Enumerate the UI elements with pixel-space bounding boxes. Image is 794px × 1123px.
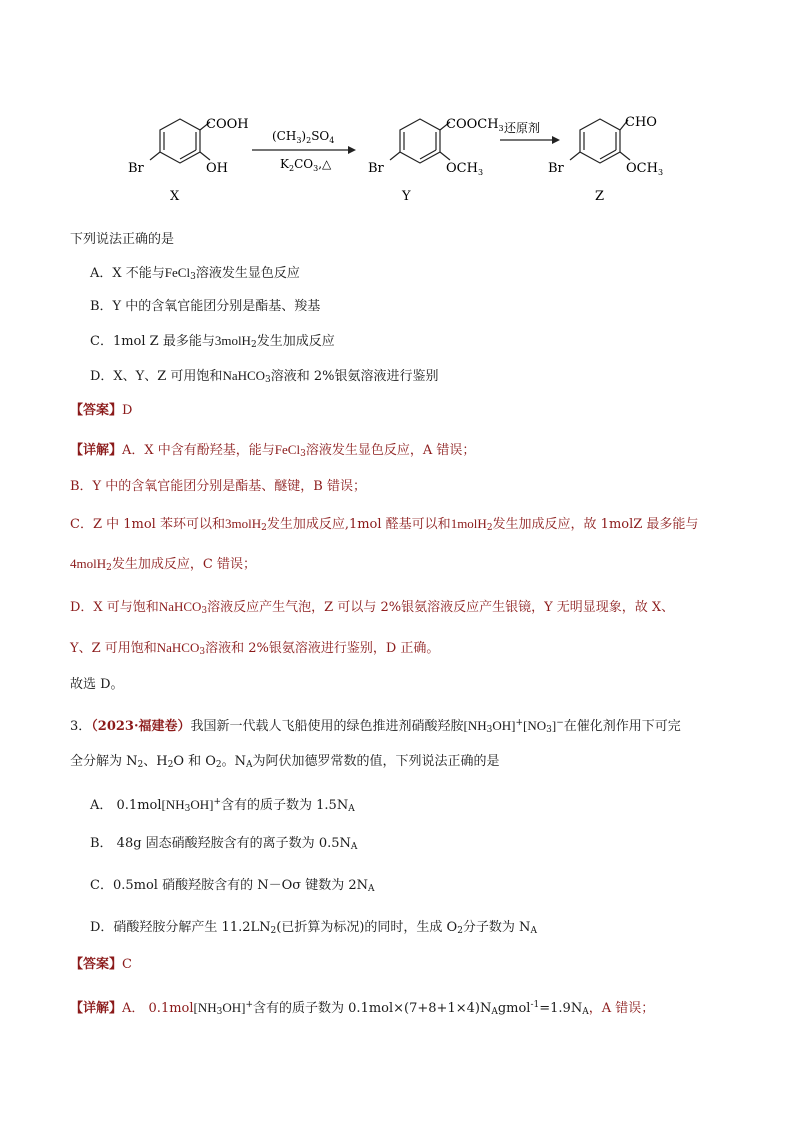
reagent-1-bottom: $K_2CO_3,\triangle$ xyxy=(280,157,332,173)
q3-option-b: B． 48g 固态硝酸羟胺含有的离子数为 $0.5N_A$ xyxy=(90,836,358,852)
ring-x xyxy=(160,119,200,163)
y-br: Br xyxy=(368,161,384,176)
q2-stem: 下列说法正确的是 xyxy=(70,232,175,247)
y-och3: $OCH_3$ xyxy=(446,161,484,177)
q2-detail-d1: D．X 可与饱和NaHCO$_3$溶液反应产生气泡，Z 可以与 2%银氨溶液反应产生银镜，Y 无明显现象，故 X、 xyxy=(70,599,675,616)
reagent-2: 还原剂 xyxy=(504,121,541,135)
x-br: Br xyxy=(128,161,144,176)
x-cooh: COOH xyxy=(206,117,249,132)
arrow-1-head xyxy=(348,146,356,154)
y-cooch3: $COOCH_3$ xyxy=(446,117,504,133)
q2-answer: 【答案】D xyxy=(70,403,133,418)
q2-option-a: A．X 不能与FeCl$_3$溶液发生显色反应 xyxy=(90,265,300,282)
molecule-x xyxy=(150,119,210,163)
x-oh: OH xyxy=(206,161,228,176)
q2-detail-b: B．Y 中的含氧官能团分别是酯基、醚键，B 错误； xyxy=(70,479,366,494)
reagent-1-top: $(CH_3)_2SO_4$ xyxy=(272,129,335,145)
q3-option-a: A． $0.1mol[NH_3OH]^+$含有的质子数为 $1.5N_A$ xyxy=(90,797,355,814)
label-y: Y xyxy=(402,189,411,204)
q3-option-d: D．硝酸羟胺分解产生 $11.2LN_2$(已折算为标况)的同时，生成 $O_2$分子数为 $N_A$ xyxy=(90,920,537,936)
q2-detail-d2: Y、Z 可用饱和NaHCO$_3$溶液和 2%银氨溶液进行鉴别，D 正确。 xyxy=(70,640,440,657)
molecule-z xyxy=(570,119,630,163)
q2-option-c: C．1mol Z 最多能与3molH$_2$发生加成反应 xyxy=(90,333,335,350)
reaction-scheme xyxy=(100,100,700,215)
q3-detail-a: 【详解】A． $0.1mol[NH_3OH]^+$含有的质子数为 $0.1mol\times(7+8+1\times 4)N_Agmol^{-1}=1.9N_A$，A 错误； xyxy=(70,1000,655,1017)
arrow-2-head xyxy=(552,136,560,144)
label-z: Z xyxy=(595,189,605,204)
q2-conclusion: 故选 D。 xyxy=(70,677,124,692)
q3-option-c: C．0.5mol 硝酸羟胺含有的 N－Oσ 键数为 $2N_A$ xyxy=(90,878,375,894)
q2-detail-c2: 4molH$_2$发生加成反应，C 错误； xyxy=(70,556,256,573)
z-cho: CHO xyxy=(625,115,657,130)
q2-option-d: D．X、Y、Z 可用饱和NaHCO$_3$溶液和 2%银氨溶液进行鉴别 xyxy=(90,368,439,385)
q3-stem-1: 3．（2023·福建卷）我国新一代载人飞船使用的绿色推进剂硝酸羟胺$[NH_3OH]^+[NO_3]^-$在催化剂作用下可完 xyxy=(70,718,681,735)
molecule-y xyxy=(390,119,450,163)
reaction-scheme-svg xyxy=(100,100,700,215)
label-x: X xyxy=(170,189,180,204)
q2-detail-a: 【详解】A．X 中含有酚羟基，能与FeCl$_3$溶液发生显色反应，A 错误； xyxy=(70,442,476,459)
q3-stem-2: 全分解为 $N_2$、$H_2O$ 和 $O_2$。$N_A$为阿伏加德罗常数的值，下列说法正确的是 xyxy=(70,754,500,770)
z-br: Br xyxy=(548,161,564,176)
q3-answer: 【答案】C xyxy=(70,957,132,972)
z-och3: $OCH_3$ xyxy=(626,161,664,177)
q2-detail-c1: C．Z 中 1mol 苯环可以和3molH$_2$发生加成反应,1mol 醛基可以和1molH$_2$发生加成反应，故 1molZ 最多能与 xyxy=(70,516,699,533)
q2-option-b: B．Y 中的含氧官能团分别是酯基、羧基 xyxy=(90,299,321,314)
